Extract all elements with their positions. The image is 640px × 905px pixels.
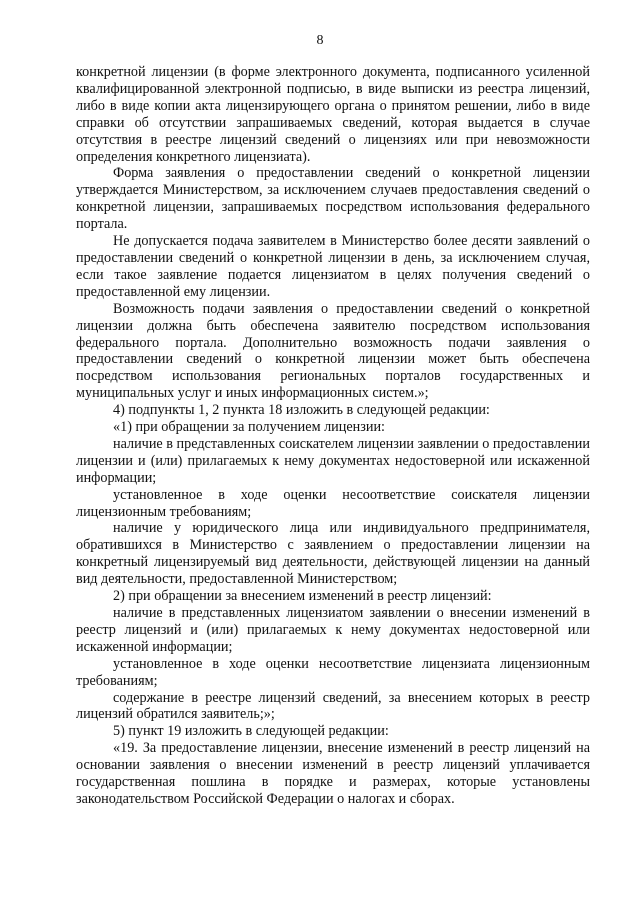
paragraph-nonconformity-applicant: установленное в ходе оценки несоответствие соискателя лицензии лицензионным требованиям;	[76, 486, 590, 520]
paragraph-existing-license: наличие у юридического лица или индивидуального предпринимателя, обратившихся в Министерство с заявлением о предоставлении лицензии на конкретный лицензируемый вид деятельности, действующей лицензии на данный вид деятельности, предоставленной Министерством;	[76, 520, 590, 588]
paragraph-subitem-2: 2) при обращении за внесением изменений в реестр лицензий:	[113, 588, 492, 605]
paragraph-licensee-false-information: наличие в представленных лицензиатом заявлении о внесении изменений в реестр лицензий и (или) прилагаемых к нему документах недостоверной или искаженной информации;	[76, 605, 590, 655]
paragraph-application-limit: Не допускается подача заявителем в Министерство более десяти заявлений о предоставлении сведений о конкретной лицензии в день, за исключением случая, если такое заявление подается лицензиатом в целях получения сведений о предоставленной ему лицензии.	[76, 233, 590, 300]
paragraph-application-form: Форма заявления о предоставлении сведений о конкретной лицензии утверждается Министерством, за исключением случаев предоставления сведений о конкретной лицензии, запрашиваемых посредством использования федерального портала.	[76, 165, 590, 233]
paragraph-federal-portal: Возможность подачи заявления о предоставлении сведений о конкретной лицензии должна быть обеспечена заявителю посредством использования федерального портала. Дополнительно возможность подачи заявления о предоставлении сведений о конкретной лицензии может быть обеспечена посредством использования региональных порталов государственных и муниципальных услуг и иных информационных систем.»;	[76, 300, 590, 402]
paragraph-subitem-1: «1) при обращении за получением лицензии:	[113, 419, 385, 436]
paragraph-item-5: 5) пункт 19 изложить в следующей редакции:	[113, 723, 389, 740]
page-number: 8	[316, 33, 324, 48]
paragraph-continuation: конкретной лицензии (в форме электронного документа, подписанного усиленной квалифицированной электронной подписью, в виде выписки из реестра лицензий, либо в виде копии акта лицензирующего органа о принятом решении, либо в виде справки об отсутствии запрашиваемых сведений, которая выдается в случае отсутствия в реестре лицензий сведений о лицензиях или при невозможности определения конкретного лицензиата).	[76, 64, 590, 165]
document-body	[76, 64, 590, 808]
paragraph-nonconformity-licensee: установленное в ходе оценки несоответствие лицензиата лицензионным требованиям;	[76, 655, 590, 689]
paragraph-registry-content: содержание в реестре лицензий сведений, за внесением которых в реестр лицензий обратился заявитель;»;	[76, 689, 590, 723]
paragraph-item-19: «19. За предоставление лицензии, внесение изменений в реестр лицензий на основании заявления о внесении изменений в реестр лицензий уплачивается государственная пошлина в порядке и размерах, которые установлены законодательством Российской Федерации о налогах и сборах.	[76, 740, 590, 807]
paragraph-false-information: наличие в представленных соискателем лицензии заявлении о предоставлении лицензии и (или) прилагаемых к нему документах недостоверной или искаженной информации;	[76, 435, 590, 486]
paragraph-item-4: 4) подпункты 1, 2 пункта 18 изложить в следующей редакции:	[113, 402, 490, 419]
